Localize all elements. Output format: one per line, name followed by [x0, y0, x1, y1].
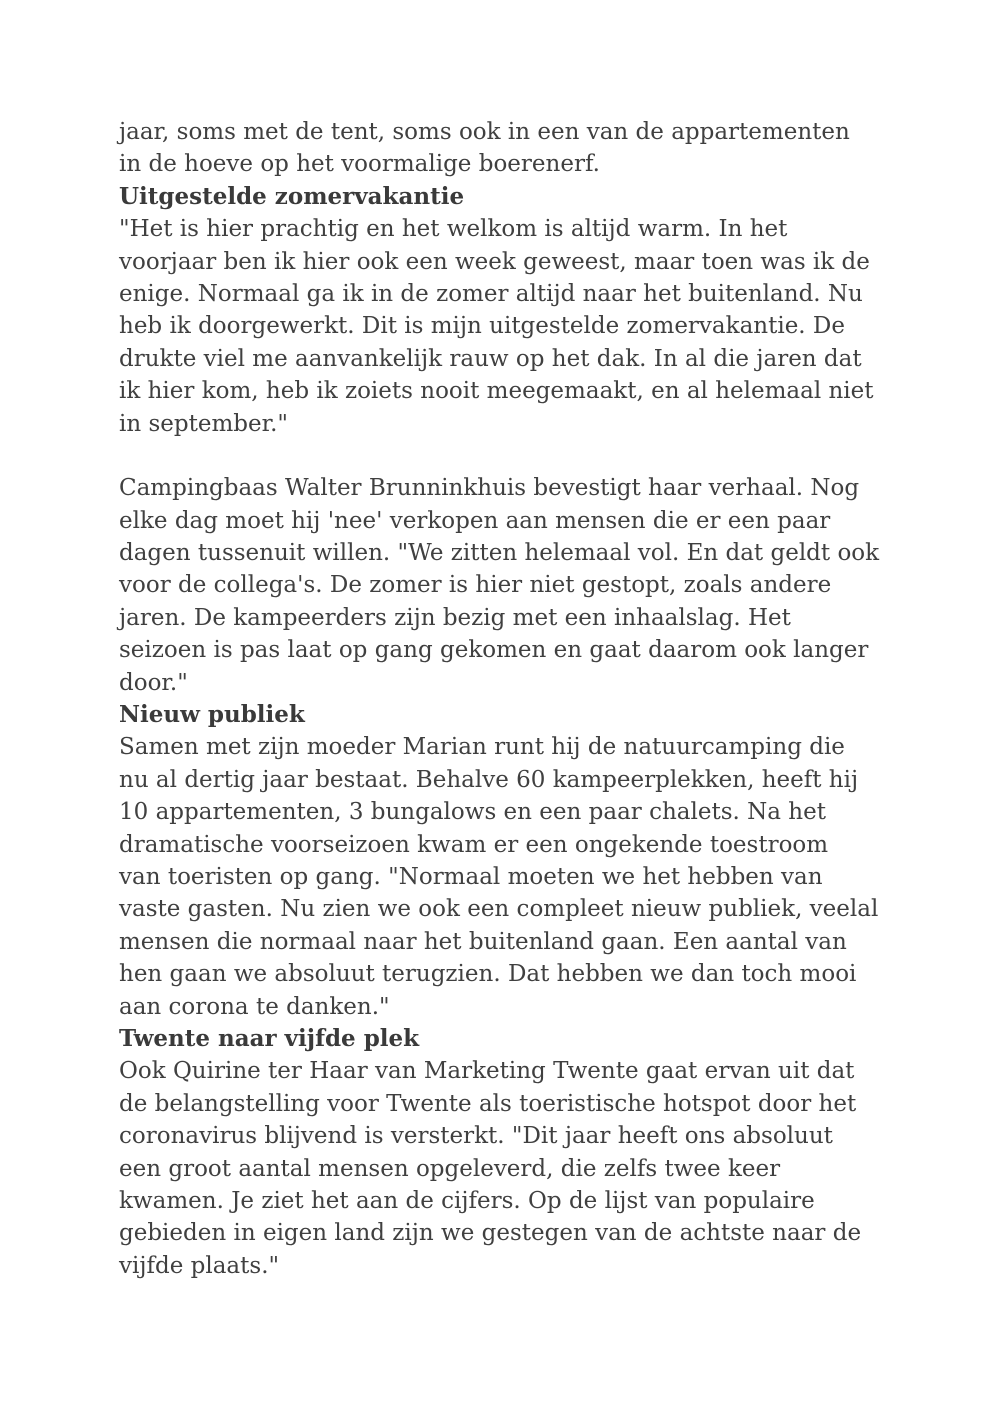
text-line: in september." — [119, 410, 288, 437]
text-line: "Het is hier prachtig en het welkom is altijd warm. In het — [119, 216, 788, 243]
text-line: aan corona te danken." — [119, 993, 390, 1020]
text-line: een groot aantal mensen opgeleverd, die zelfs twee keer — [119, 1155, 781, 1182]
text-line: Ook Quirine ter Haar van Marketing Twente gaat ervan uit dat — [119, 1058, 855, 1085]
text-line: kwamen. Je ziet het aan de cijfers. Op de lijst van populaire — [119, 1187, 815, 1214]
text-line: vijfde plaats." — [119, 1252, 280, 1279]
text-line: ik hier kom, heb ik zoiets nooit meegemaakt, en al helemaal niet — [119, 378, 874, 405]
article-text-column — [119, 116, 919, 1282]
text-line: elke dag moet hij 'nee' verkopen aan mensen die er een paar — [119, 507, 831, 534]
text-line: drukte viel me aanvankelijk rauw op het dak. In al die jaren dat — [119, 345, 862, 372]
text-line: voorjaar ben ik hier ook een week geweest, maar toen was ik de — [119, 248, 870, 275]
text-line: van toeristen op gang. "Normaal moeten we het hebben van — [119, 863, 823, 890]
text-line: mensen die normaal naar het buitenland gaan. Een aantal van — [119, 928, 847, 955]
text-line: seizoen is pas laat op gang gekomen en gaat daarom ook langer — [119, 637, 869, 664]
blank-line — [119, 440, 919, 472]
section-heading: Twente naar vijfde plek — [119, 1024, 420, 1052]
text-line: Samen met zijn moeder Marian runt hij de natuurcamping die — [119, 734, 845, 761]
text-line: gebieden in eigen land zijn we gestegen van de achtste naar de — [119, 1220, 862, 1247]
text-line: jaren. De kampeerders zijn bezig met een inhaalslag. Het — [119, 604, 791, 631]
text-line: coronavirus blijvend is versterkt. "Dit jaar heeft ons absoluut — [119, 1123, 833, 1150]
text-line: door." — [119, 669, 188, 696]
text-line: dramatische voorseizoen kwam er een ongekende toestroom — [119, 831, 829, 858]
text-line: 10 appartementen, 3 bungalows en een paar chalets. Na het — [119, 799, 826, 826]
text-line: heb ik doorgewerkt. Dit is mijn uitgestelde zomervakantie. De — [119, 313, 845, 340]
text-line: hen gaan we absoluut terugzien. Dat hebben we dan toch mooi — [119, 961, 857, 988]
text-line: vaste gasten. Nu zien we ook een compleet nieuw publiek, veelal — [119, 896, 879, 923]
section-heading: Uitgestelde zomervakantie — [119, 182, 465, 210]
text-line: voor de collega's. De zomer is hier niet gestopt, zoals andere — [119, 572, 832, 599]
text-line: enige. Normaal ga ik in de zomer altijd naar het buitenland. Nu — [119, 280, 863, 307]
section-heading: Nieuw publiek — [119, 701, 305, 729]
text-line: jaar, soms met de tent, soms ook in een van de appartementen — [119, 119, 850, 145]
text-line: Campingbaas Walter Brunninkhuis bevestigt haar verhaal. Nog — [119, 475, 860, 502]
text-line: in de hoeve op het voormalige boerenerf. — [119, 151, 600, 178]
text-line: dagen tussenuit willen. "We zitten helemaal vol. En dat geldt ook — [119, 540, 880, 567]
text-line: nu al dertig jaar bestaat. Behalve 60 kampeerplekken, heeft hij — [119, 766, 859, 793]
text-line: de belangstelling voor Twente als toeristische hotspot door het — [119, 1090, 857, 1117]
